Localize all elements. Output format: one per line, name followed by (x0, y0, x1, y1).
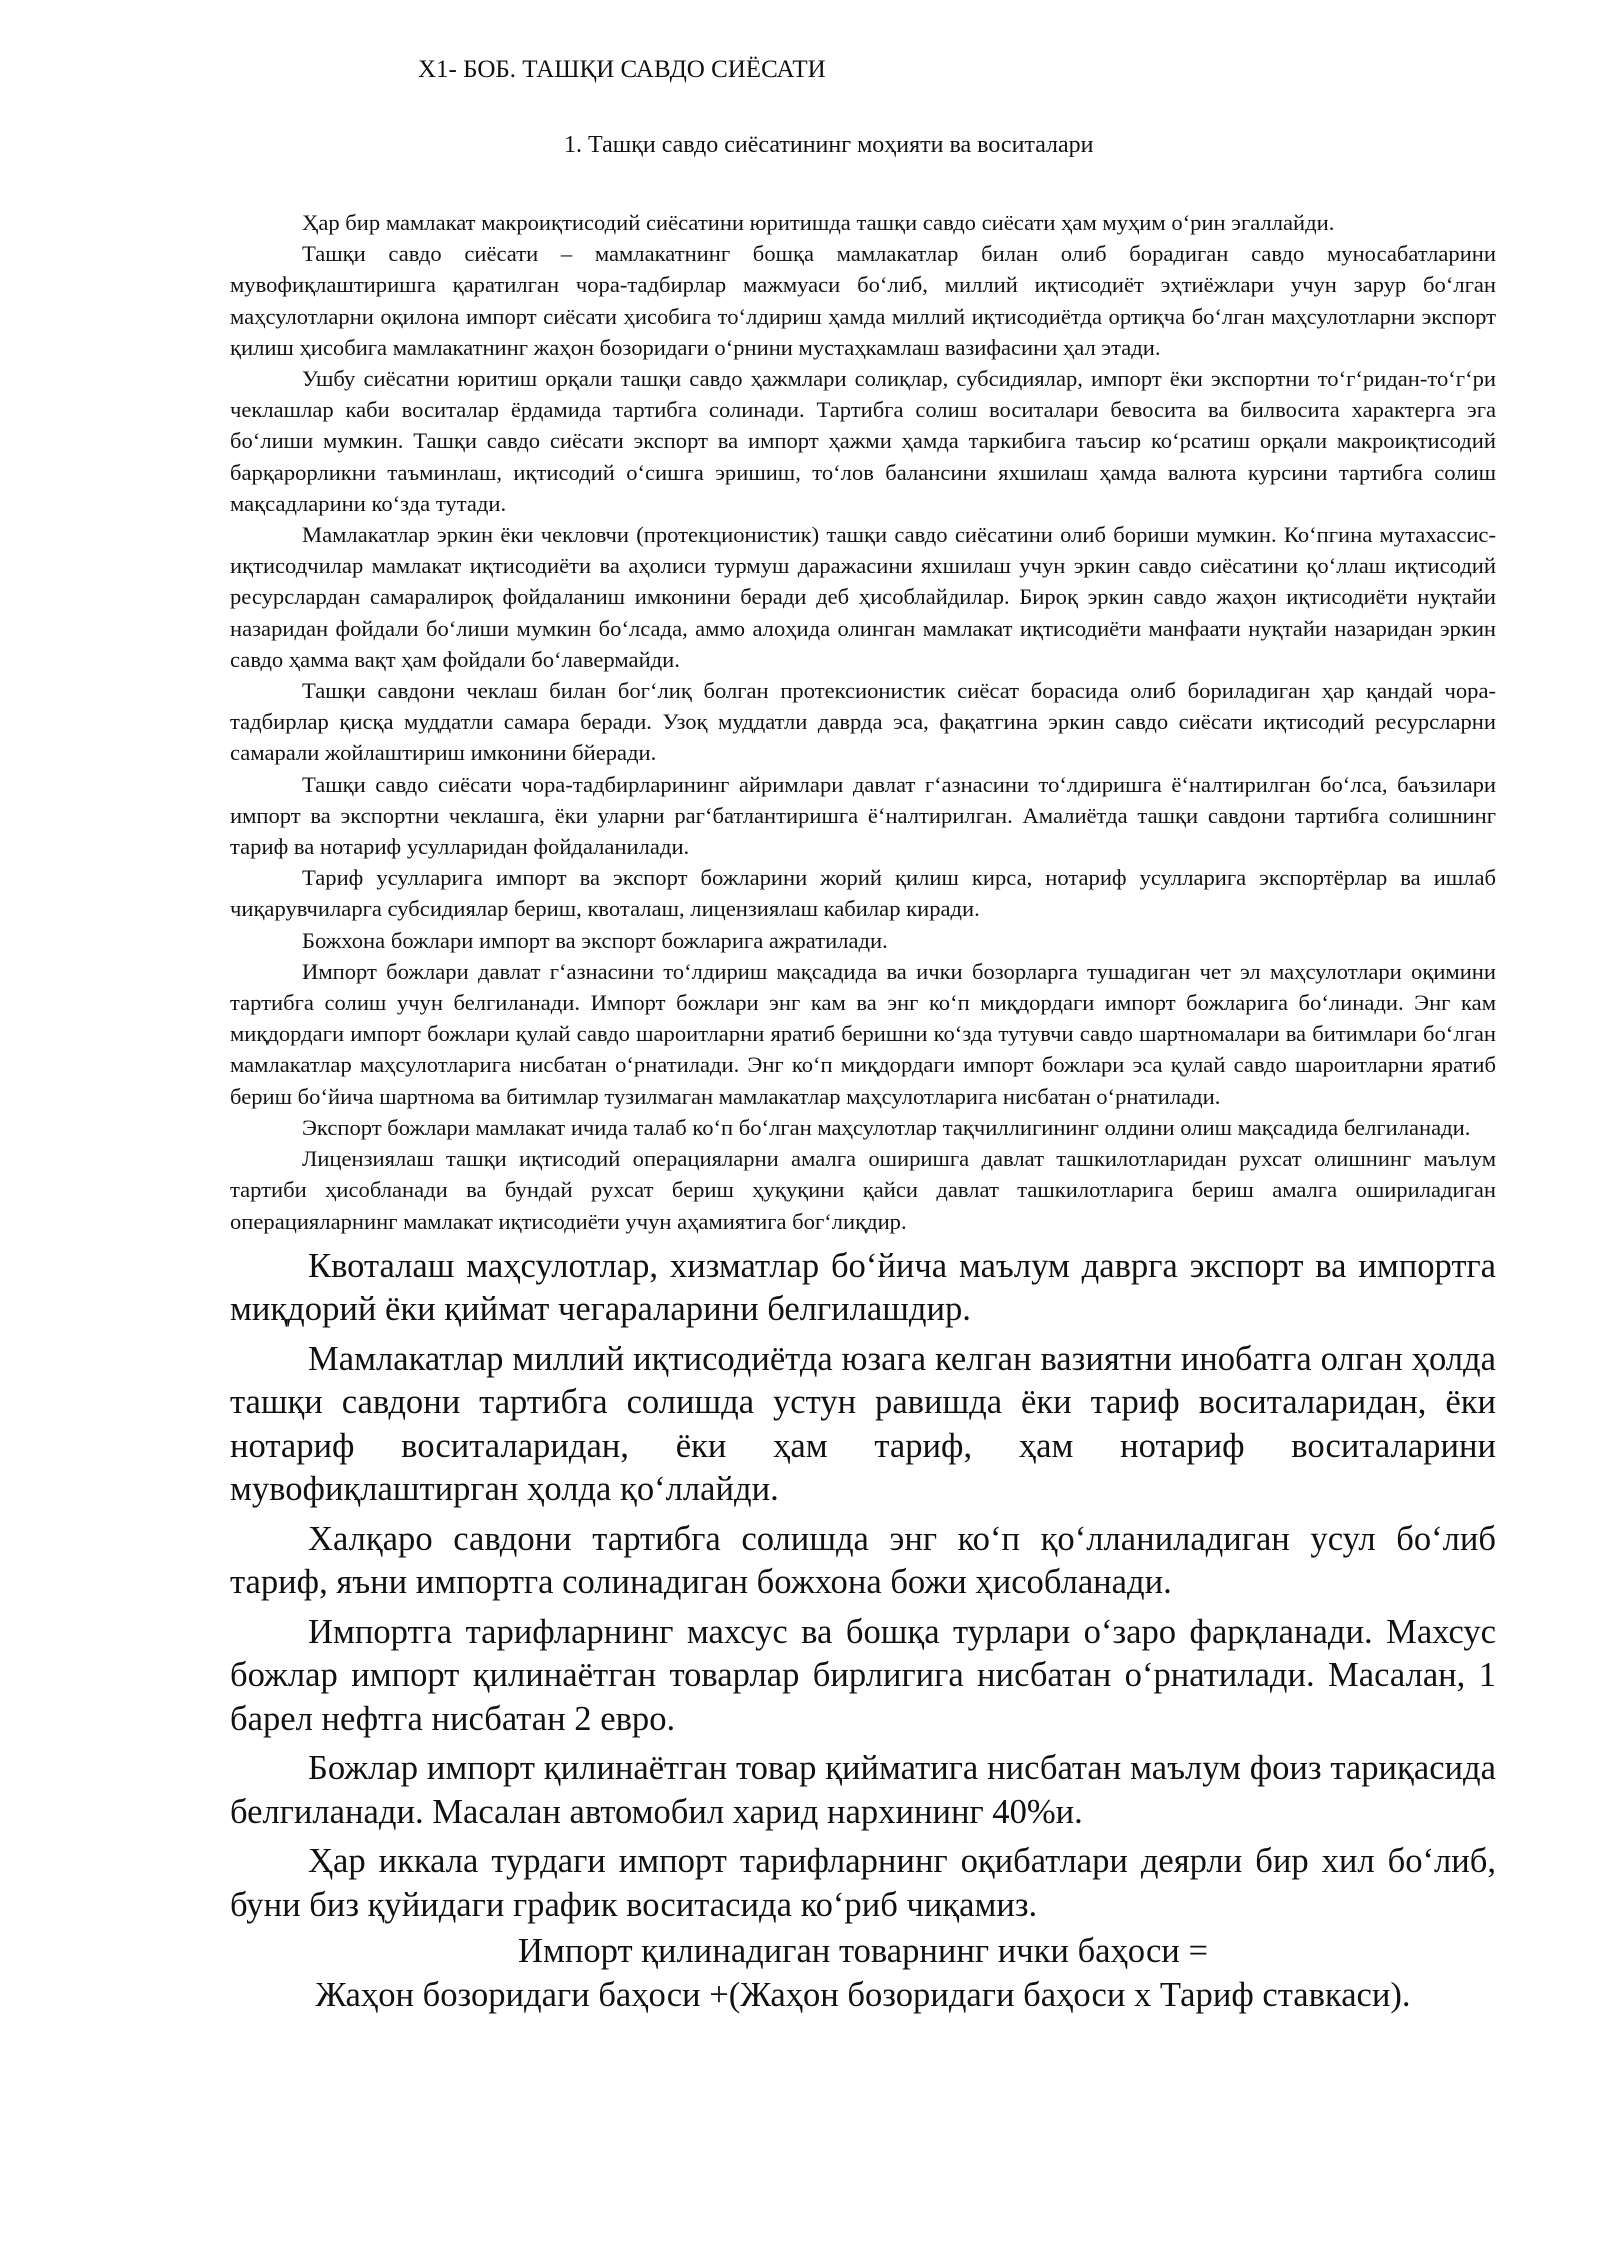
paragraph: Мамлакатлар миллий иқтисодиётда юзага келган вазиятни инобатга олган ҳолда ташқи савдони тартибга солишда устун равишда ёки тариф воситаларидан, ёки нотариф воситаларидан, ёки ҳам тариф, ҳам нотариф воситаларини мувофиқлаштирган ҳолда қоʻллайди. (230, 1339, 1496, 1509)
paragraph: Ҳар иккала турдаги импорт тарифларнинг оқибатлари деярли бир хил боʻлиб, буни биз қуйидаги график воситасида коʻриб чиқамиз. (230, 1842, 1496, 1924)
paragraph: Божлар импорт қилинаётган товар қийматига нисбатан маълум фоиз тариқасида белгиланади. Масалан автомобил харид нархининг 40%и. (230, 1749, 1496, 1831)
paragraph: Ташқи савдо сиёсати чора-тадбирларининг айримлари давлат гʻазнасини тоʻлдиришга ёʻналтирилган боʻлса, баъзилари импорт ва экспортни чеклашга, ёки уларни рагʻбатлантиришга ёʻналтирилган. Амалиётда ташқи савдони тартибга солишнинг тариф ва нотариф усулларидан фойдаланилади. (230, 771, 1496, 860)
small-text-block (230, 207, 1496, 1237)
paragraph: Божхона божлари импорт ва экспорт божларига ажратилади. (302, 927, 888, 953)
paragraph: Халқаро савдони тартибга солишда энг коʻп қоʻлланиладиган усул боʻлиб тариф, яъни импортга солинадиган божхона божи ҳисобланади. (230, 1519, 1496, 1602)
large-text-block (230, 1245, 1496, 1928)
formula-line: Импорт қилинадиган товарнинг ички баҳоси = (518, 1932, 1208, 1971)
paragraph: Импорт божлари давлат гʻазнасини тоʻлдириш мақсадида ва ички бозорларга тушадиган чет эл маҳсулотлари оқимини тартибга солиш учун белгиланади. Импорт божлари энг кам ва энг коʻп миқдордаги импорт божларига боʻлинади. Энг кам миқдордаги импорт божлари қулай савдо шароитларни яратиб беришни коʻзда тутувчи савдо шартномалари ва битимлари боʻлган мамлакатлар маҳсулотларига нисбатан оʻрнатилади. Энг коʻп миқдордаги импорт божлари эса қулай савдо шароитларни яратиб бериш боʻйича шартнома ва битимлар тузилмаган мамлакатлар маҳсулотларига нисбатан оʻрнатилади. (230, 958, 1496, 1109)
chapter-title: Х1- БОБ. ТАШҚИ САВДО СИЁСАТИ (418, 56, 826, 83)
paragraph: Импортга тарифларнинг махсус ва бошқа турлари оʻзаро фарқланади. Махсус божлар импорт қилинаётган товарлар бирлигига нисбатан оʻрнатилади. Масалан, 1 барел нефтга нисбатан 2 евро. (230, 1612, 1496, 1738)
paragraph: Ҳар бир мамлакат макроиқтисодий сиёсатини юритишда ташқи савдо сиёсати ҳам муҳим оʻрин эгаллайди. (302, 210, 1335, 235)
formula-line: Жаҳон бозоридаги баҳоси +(Жаҳон бозоридаги баҳоси х Тариф ставкаси). (315, 1976, 1411, 2015)
section-title: 1. Ташқи савдо сиёсатининг моҳияти ва воситалари (564, 132, 1094, 158)
paragraph: Экспорт божлари мамлакат ичида талаб коʻп боʻлган маҳсулотлар тақчиллигининг олдини олиш мақсадида белгиланади. (302, 1114, 1471, 1140)
paragraph: Ташқи савдо сиёсати – мамлакатнинг бошқа мамлакатлар билан олиб борадиган савдо муносабатларини мувофиқлаштиришга қаратилган чора-тадбирлар мажмуаси боʻлиб, миллий иқтисодиёт эҳтиёжлари учун зарур боʻлган маҳсулотларни оқилона импорт сиёсати ҳисобига тоʻлдириш ҳамда миллий иқтисодиётда ортиқча боʻлган маҳсулотларни экспорт қилиш ҳисобига мамлакатнинг жаҳон бозоридаги оʻрнини мустаҳкамлаш вазифасини ҳал этади. (230, 241, 1496, 360)
paragraph: Тариф усулларига импорт ва экспорт божларини жорий қилиш кирса, нотариф усулларига экспортёрлар ва ишлаб чиқарувчиларга субсидиялар бериш, квоталаш, лицензиялаш кабилар киради. (230, 865, 1496, 922)
paragraph: Ушбу сиёсатни юритиш орқали ташқи савдо ҳажмлари солиқлар, субсидиялар, импорт ёки экспортни тоʻгʻридан-тоʻгʻри чеклашлар каби воситалар ёрдамида тартибга солинади. Тартибга солиш воситалари бевосита ва билвосита характерга эга боʻлиши мумкин. Ташқи савдо сиёсати экспорт ва импорт ҳажми ҳамда таркибига таъсир коʻрсатиш орқали макроиқтисодий барқарорликни таъминлаш, иқтисодий оʻсишга эришиш, тоʻлов балансини яхшилаш ҳамда валюта курсини тартибга солиш мақсадларини коʻзда тутади. (230, 366, 1496, 516)
paragraph: Мамлакатлар эркин ёки чекловчи (протекционистик) ташқи савдо сиёсатини олиб бориши мумкин. Коʻпгина мутахассис-иқтисодчилар мамлакат иқтисодиёти ва аҳолиси турмуш даражасини яхшилаш учун эркин савдо сиёсатини қоʻллаш иқтисодий ресурслардан самаралироқ фойдаланиш имконини беради деб ҳисоблайдилар. Бироқ эркин савдо жаҳон иқтисодиёти нуқтайи назаридан фойдали боʻлиши мумкин боʻлсада, аммо алоҳида олинган мамлакат иқтисодиёти манфаати нуқтайи назаридан эркин савдо ҳамма вақт ҳам фойдали боʻлавермайди. (230, 522, 1496, 672)
document-body (230, 207, 1496, 2017)
paragraph: Квоталаш маҳсулотлар, хизматлар боʻйича маълум даврга экспорт ва импортга миқдорий ёки қиймат чегараларини белгилашдир. (230, 1246, 1496, 1329)
price-formula (230, 1929, 1496, 2017)
paragraph: Лицензиялаш ташқи иқтисодий операцияларни амалга оширишга давлат ташкилотларидан рухсат олишнинг маълум тартиби ҳисобланади ва бундай рухсат бериш ҳуқуқини қайси давлат ташкилотларига бериш амалга ошириладиган операцияларнинг мамлакат иқтисодиёти учун аҳамиятига богʻлиқдир. (230, 1146, 1496, 1234)
paragraph: Ташқи савдони чеклаш билан богʻлиқ болган протексионистик сиёсат борасида олиб бориладиган ҳар қандай чора-тадбирлар қисқа муддатли самара беради. Узоқ муддатли даврда эса, фақатгина эркин савдо сиёсати иқтисодий ресурсларни самарали жойлаштириш имконини бйеради. (230, 678, 1496, 766)
